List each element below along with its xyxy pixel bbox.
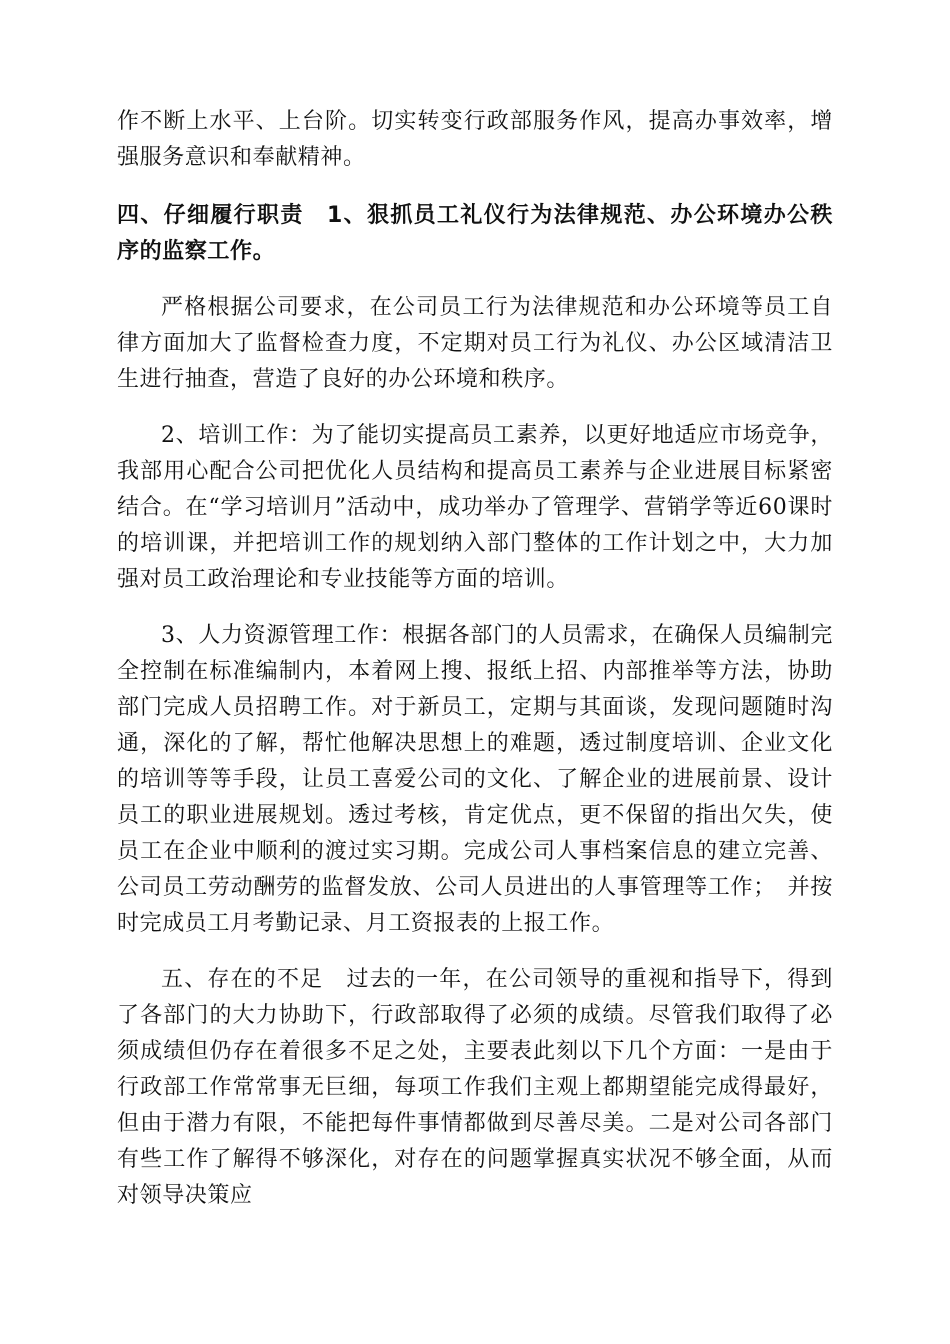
section-heading: 四、仔细履行职责 1、狠抓员工礼仪行为法律规范、办公环境办公秩序的监察工作。 bbox=[117, 203, 833, 264]
paragraph-continuation: 作不断上水平、上台阶。切实转变行政部服务作风，提高办事效率，增强服务意识和奉献精神。 bbox=[117, 109, 833, 170]
paragraph-shortcomings: 五、存在的不足 过去的一年，在公司领导的重视和指导下，得到了各部门的大力协助下，行政部取得了必须的成绩。尽管我们取得了必须成绩但仍存在着很多不足之处，主要表此刻以下几个方面：一是由于行政部工作常常事无巨细，每项工作我们主观上都期望能完成得最好，但由于潜力有限，不能把每件事情都做到尽善尽美。二是对公司各部门有些工作了解得不够深化，对存在的问题掌握真实状况不够全面，从而对领导决策应 bbox=[117, 967, 833, 1208]
paragraph-training: 2、培训工作：为了能切实提高员工素养，以更好地适应市场竞争，我部用心配合公司把优化人员结构和提高员工素养与企业进展目标紧密结合。在“学习培训月”活动中，成功举办了管理学、营销学等近60课时的培训课，并把培训工作的规划纳入部门整体的工作计划之中，大力加强对员工政治理论和专业技能等方面的培训。 bbox=[117, 423, 833, 592]
document-page bbox=[117, 104, 833, 1214]
paragraph-hr-management: 3、人力资源管理工作：根据各部门的人员需求，在确保人员编制完全控制在标准编制内，本着网上搜、报纸上招、内部推举等方法，协助部门完成人员招聘工作。对于新员工，定期与其面谈，发现问题随时沟通，深化的了解，帮忙他解决思想上的难题，透过制度培训、企业文化的培训等等手段，让员工喜爱公司的文化、了解企业的进展前景、设计员工的职业进展规划。透过考核，肯定优点，更不保留的指出欠失，使员工在企业中顺利的渡过实习期。完成公司人事档案信息的建立完善、公司员工劳动酬劳的监督发放、公司人员进出的人事管理等工作； 并按时完成员工月考勤记录、月工资报表的上报工作。 bbox=[117, 623, 833, 936]
paragraph-etiquette-supervision: 严格根据公司要求，在公司员工行为法律规范和办公环境等员工自律方面加大了监督检查力度，不定期对员工行为礼仪、办公区域清洁卫生进行抽查，营造了良好的办公环境和秩序。 bbox=[117, 295, 833, 392]
